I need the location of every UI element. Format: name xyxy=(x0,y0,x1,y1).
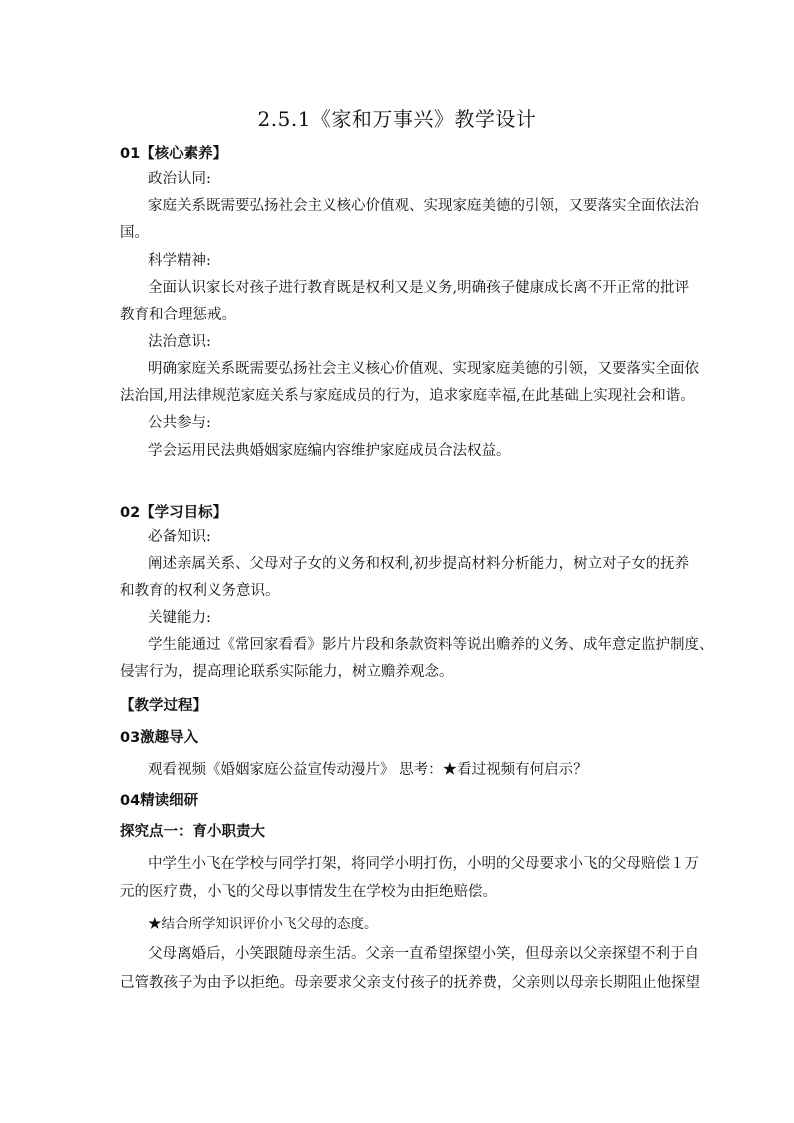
paragraph-line: 父母离婚后，小笑跟随母亲生活。父亲一直希望探望小笑，但母亲以父亲探望不利于自 xyxy=(148,946,699,962)
section-heading-close-reading: 04精读细研 xyxy=(120,793,199,809)
label-political-identity: 政治认同: xyxy=(148,171,211,187)
label-key-ability: 关键能力: xyxy=(148,610,211,626)
paragraph-line: 学会运用民法典婚姻家庭编内容维护家庭成员合法权益。 xyxy=(148,443,511,459)
paragraph-line: 学生能通过《常回家看看》影片片段和条款资料等说出赡养的义务、成年意定监护制度、 xyxy=(148,637,714,653)
paragraph-line: 国。 xyxy=(120,225,149,241)
section-heading-learning-goals: 02【学习目标】 xyxy=(120,505,228,521)
paragraph-line: 法治国,用法律规范家庭关系与家庭成员的行为，追求家庭幸福,在此基础上实现社会和谐。 xyxy=(120,388,695,404)
paragraph-line: 侵害行为，提高理论联系实际能力，树立赡养观念。 xyxy=(120,664,454,680)
paragraph-line: 己管教孩子为由予以拒绝。母亲要求父亲支付孩子的抚养费，父亲则以母亲长期阻止他探望 xyxy=(120,975,700,991)
label-rule-of-law: 法治意识: xyxy=(148,334,211,350)
paragraph-line: 教育和合理惩戒。 xyxy=(120,307,236,323)
paragraph-line: 元的医疗费，小飞的父母以事情发生在学校为由拒绝赔偿。 xyxy=(120,884,497,900)
paragraph-line: 和教育的权利义务意识。 xyxy=(120,583,280,599)
paragraph-line: 观看视频《婚姻家庭公益宣传动漫片》 思考：★看过视频有何启示？ xyxy=(148,762,588,778)
label-scientific-spirit: 科学精神: xyxy=(148,253,211,269)
paragraph-line: 家庭关系既需要弘扬社会主义核心价值观、实现家庭美德的引领，又要落实全面依法治 xyxy=(148,198,699,214)
inquiry-point-heading: 探究点一：育小职责大 xyxy=(120,824,265,840)
section-heading-teaching-process: 【教学过程】 xyxy=(120,698,207,714)
label-public-participation: 公共参与: xyxy=(148,415,211,431)
section-heading-core-literacy: 01【核心素养】 xyxy=(120,146,228,162)
section-heading-intro: 03激趣导入 xyxy=(120,730,199,746)
paragraph-line: 全面认识家长对孩子进行教育既是权利又是义务,明确孩子健康成长离不开正常的批评 xyxy=(148,280,690,296)
label-essential-knowledge: 必备知识: xyxy=(148,529,211,545)
paragraph-line: 阐述亲属关系、父母对子女的义务和权利,初步提高材料分析能力，树立对子女的抚养 xyxy=(148,556,690,572)
document-title: 2.5.1《家和万事兴》教学设计 xyxy=(257,107,537,131)
paragraph-line: 中学生小飞在学校与同学打架，将同学小明打伤，小明的父母要求小飞的父母赔偿１万 xyxy=(148,856,699,872)
paragraph-line: 明确家庭关系既需要弘扬社会主义核心价值观、实现家庭美德的引领，又要落实全面依 xyxy=(148,361,699,377)
question-line: ★结合所学知识评价小飞父母的态度。 xyxy=(148,916,378,932)
